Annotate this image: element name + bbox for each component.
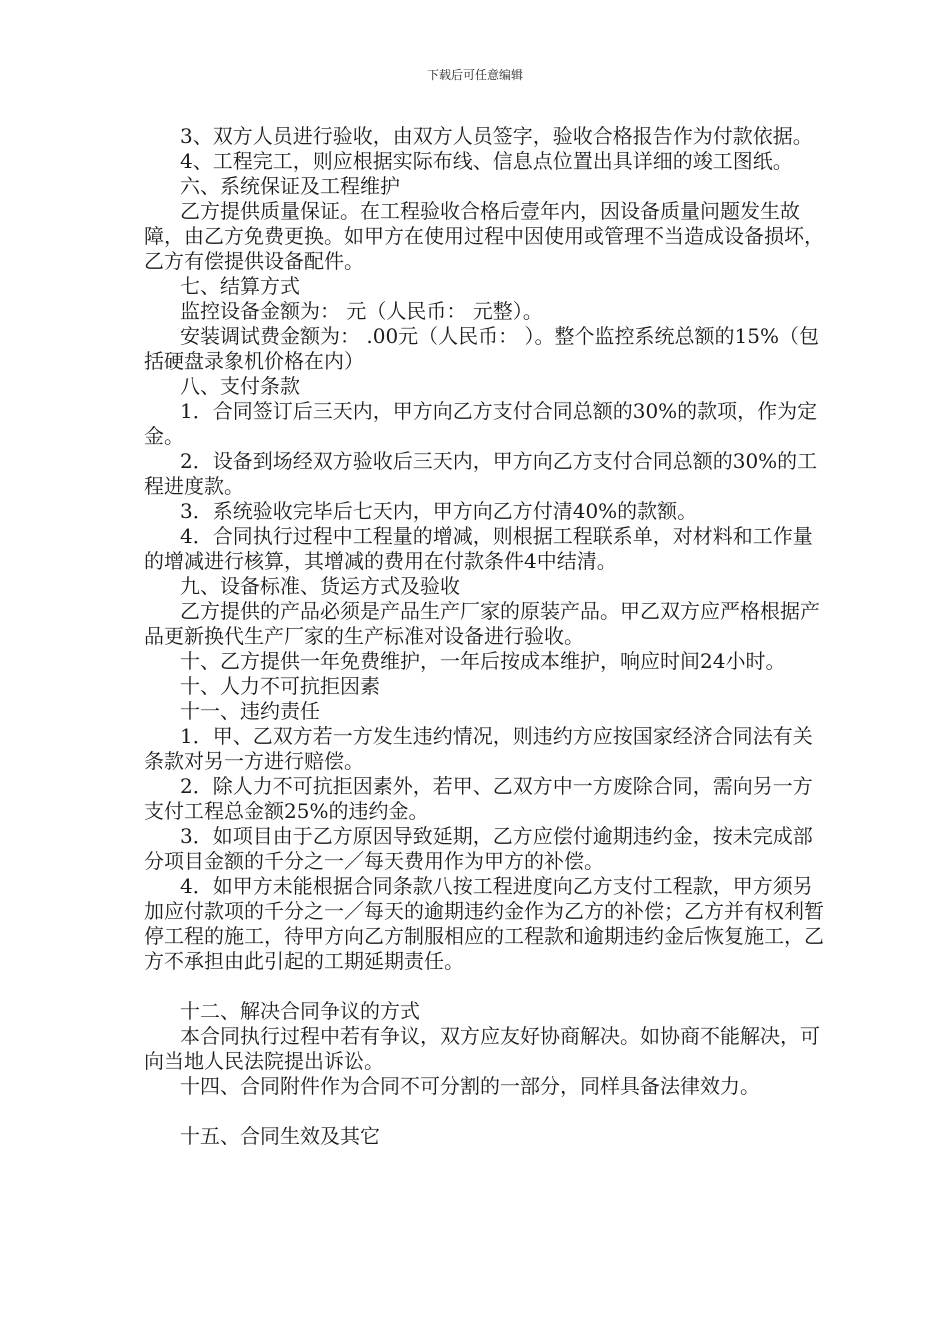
paragraph-equipment-amount: 监控设备金额为： 元（人民币： 元整）。 (180, 299, 543, 323)
document-body (144, 124, 824, 1149)
paragraph-payment-1: 1．合同签订后三天内，甲方向乙方支付合同总额的30%的款项，作为定金。 (144, 399, 818, 448)
paragraph-installation-fee: 安装调试费金额为： .00元（人民币： ）。整个监控系统总额的15%（包括硬盘录象机价格在内） (144, 324, 819, 373)
paragraph-acceptance-signing: 3、双方人员进行验收，由双方人员签字，验收合格报告作为付款依据。 (180, 124, 813, 148)
section-heading-standards: 九、设备标准、货运方式及验收 (180, 574, 460, 598)
paragraph-completion-drawings: 4、工程完工，则应根据实际布线、信息点位置出具详细的竣工图纸。 (180, 149, 793, 173)
section-heading-warranty: 六、系统保证及工程维护 (180, 174, 400, 198)
paragraph-liability-4: 4．如甲方未能根据合同条款八按工程进度向乙方支付工程款，甲方须另加应付款项的千分之一／每天的逾期违约金作为乙方的补偿；乙方并有权利暂停工程的施工，待甲方向乙方制服相应的工程款和逾期违约金后恢复施工，乙方不承担由此引起的工期延期责任。 (144, 874, 824, 973)
paragraph-payment-3: 3．系统验收完毕后七天内，甲方向乙方付清40%的款额。 (180, 499, 698, 523)
section-heading-liability: 十一、违约责任 (180, 699, 320, 723)
blank-line (144, 974, 824, 999)
paragraph-payment-4: 4．合同执行过程中工程量的增减，则根据工程联系单，对材料和工作量的增减进行核算，其增减的费用在付款条件4中结清。 (144, 524, 813, 573)
section-heading-effectiveness: 十五、合同生效及其它 (180, 1124, 380, 1148)
blank-line (144, 1099, 824, 1124)
paragraph-liability-1: 1．甲、乙双方若一方发生违约情况，则违约方应按国家经济合同法有关条款对另一方进行赔偿。 (144, 724, 813, 773)
section-heading-payment: 八、支付条款 (180, 374, 300, 398)
paragraph-dispute-resolution: 本合同执行过程中若有争议，双方应友好协商解决。如协商不能解决，可向当地人民法院提出诉讼。 (144, 1024, 820, 1073)
paragraph-liability-2: 2．除人力不可抗拒因素外，若甲、乙双方中一方废除合同，需向另一方支付工程总金额25%的违约金。 (144, 774, 813, 823)
paragraph-attachments: 十四、合同附件作为合同不可分割的一部分，同样具备法律效力。 (180, 1074, 760, 1098)
paragraph-free-maintenance: 十、乙方提供一年免费维护，一年后按成本维护，响应时间24小时。 (180, 649, 786, 673)
page-header: 下载后可任意编辑 (426, 68, 523, 82)
section-heading-disputes: 十二、解决合同争议的方式 (180, 999, 420, 1023)
paragraph-original-products: 乙方提供的产品必须是产品生产厂家的原装产品。甲乙双方应严格根据产品更新换代生产厂家的生产标准对设备进行验收。 (144, 599, 820, 648)
section-heading-settlement: 七、结算方式 (180, 274, 300, 298)
section-heading-force-majeure: 十、人力不可抗拒因素 (180, 674, 380, 698)
paragraph-payment-2: 2．设备到场经双方验收后三天内，甲方向乙方支付合同总额的30%的工程进度款。 (144, 449, 818, 498)
paragraph-quality-guarantee: 乙方提供质量保证。在工程验收合格后壹年内，因设备质量问题发生故障，由乙方免费更换。如甲方在使用过程中因使用或管理不当造成设备损坏，乙方有偿提供设备配件。 (144, 199, 824, 273)
paragraph-liability-3: 3．如项目由于乙方原因导致延期，乙方应偿付逾期违约金，按未完成部分项目金额的千分之一／每天费用作为甲方的补偿。 (144, 824, 813, 873)
